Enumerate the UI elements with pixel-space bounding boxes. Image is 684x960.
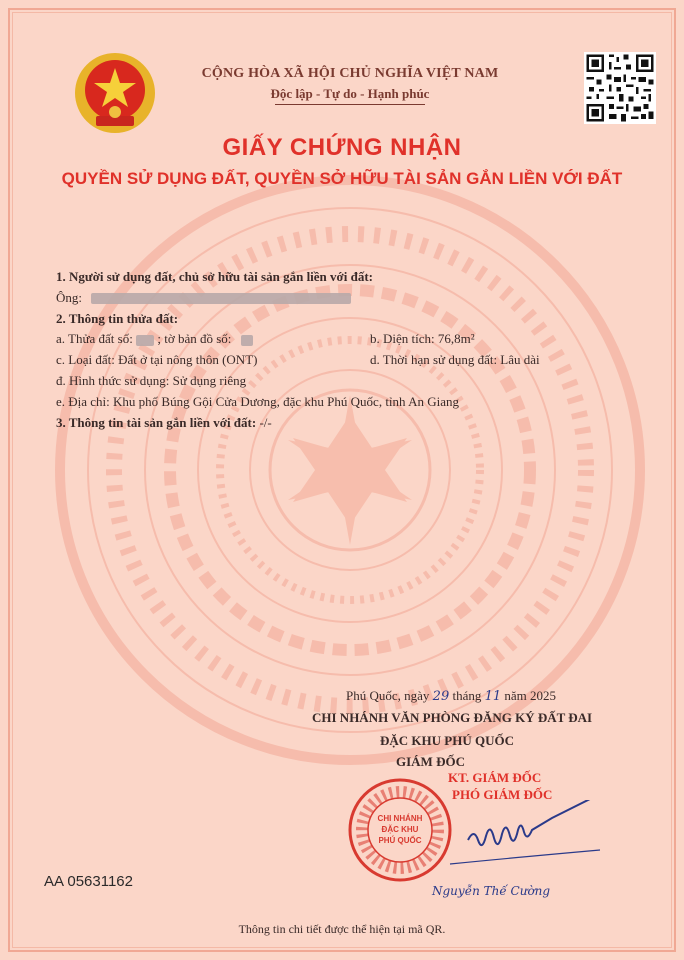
section-2-heading-text: 2. Thông tin thửa đất:: [56, 310, 179, 326]
parcel-row: [56, 329, 636, 350]
land-type-field: c. Loại đất: Đất ở tại nông thôn (ONT): [56, 352, 258, 368]
serial-number: AA 05631162: [44, 873, 133, 890]
official-stamp: [345, 775, 455, 885]
parcel-number-redacted: [136, 335, 154, 346]
parcel-number-label: a. Thửa đất số:: [56, 331, 133, 347]
qr-code[interactable]: [584, 52, 656, 124]
motto-underline: [275, 104, 425, 105]
director-title: GIÁM ĐỐC: [396, 754, 465, 769]
certificate-subtitle: QUYỀN SỬ DỤNG ĐẤT, QUYỀN SỞ HỮU TÀI SẢN GẮN LIỀN VỚI ĐẤT: [61, 169, 623, 188]
deputy-title-line2: PHÓ GIÁM ĐỐC: [452, 787, 553, 802]
map-number-redacted: [241, 335, 253, 346]
section-1-heading-text: 1. Người sử dụng đất, chủ sở hữu tài sản gắn liền với đất:: [56, 269, 373, 284]
address-row: [56, 392, 636, 413]
qr-note: Thông tin chi tiết được thể hiện tại mã QR.: [238, 922, 446, 936]
certificate-title: GIẤY CHỨNG NHẬN: [222, 134, 462, 161]
deputy-title-line1: KT. GIÁM ĐỐC: [448, 770, 542, 785]
national-header: [160, 66, 540, 105]
map-number-label: ; tờ bản đồ số:: [157, 331, 232, 347]
usage-form-field: đ. Hình thức sử dụng: Sử dụng riêng: [56, 372, 247, 388]
office-name-line2: ĐẶC KHU PHÚ QUỐC: [380, 733, 514, 748]
owner-name-redacted: [91, 293, 351, 304]
signing-place: Phú Quốc, ngày: [346, 688, 430, 703]
signer-name: Nguyễn Thế Cường: [432, 884, 551, 898]
country-name: CỘNG HÒA XÃ HỘI CHỦ NGHĨA VIỆT NAM: [201, 66, 499, 81]
section-2-heading: [56, 309, 636, 330]
office-name-line1: CHI NHÁNH VĂN PHÒNG ĐĂNG KÝ ĐẤT ĐAI: [312, 710, 593, 725]
duration-field: d. Thời hạn sử dụng đất: Lâu dài: [370, 352, 540, 368]
certificate-body: [56, 267, 636, 433]
handwritten-signature: [440, 800, 640, 880]
section-3-heading: [56, 413, 636, 434]
area-field: b. Diện tích: 76,8m²: [370, 331, 475, 347]
national-emblem-icon: [72, 50, 158, 136]
usage-form-row: [56, 371, 636, 392]
svg-text:CHI NHÁNH: CHI NHÁNH: [377, 814, 423, 823]
svg-text:ĐẶC KHU: ĐẶC KHU: [381, 825, 419, 834]
land-type-row: [56, 350, 636, 371]
national-motto: Độc lập - Tự do - Hạnh phúc: [270, 86, 430, 101]
owner-prefix: Ông:: [56, 289, 82, 305]
signing-year: năm 2025: [504, 688, 557, 703]
address-field: e. Địa chỉ: Khu phố Búng Gội Cửa Dương, đặc khu Phú Quốc, tỉnh An Giang: [56, 393, 459, 409]
svg-text:PHÚ QUỐC: PHÚ QUỐC: [378, 836, 422, 845]
signing-month-label: tháng: [452, 688, 482, 703]
signing-day: 29: [432, 689, 450, 704]
owner-row: [56, 288, 636, 309]
section-3-value: -/-: [259, 414, 272, 430]
section-1-heading: [56, 267, 636, 288]
signing-month: 11: [484, 689, 502, 704]
section-3-heading-text: 3. Thông tin tài sản gắn liền với đất:: [56, 414, 257, 430]
signing-date: [346, 688, 556, 704]
